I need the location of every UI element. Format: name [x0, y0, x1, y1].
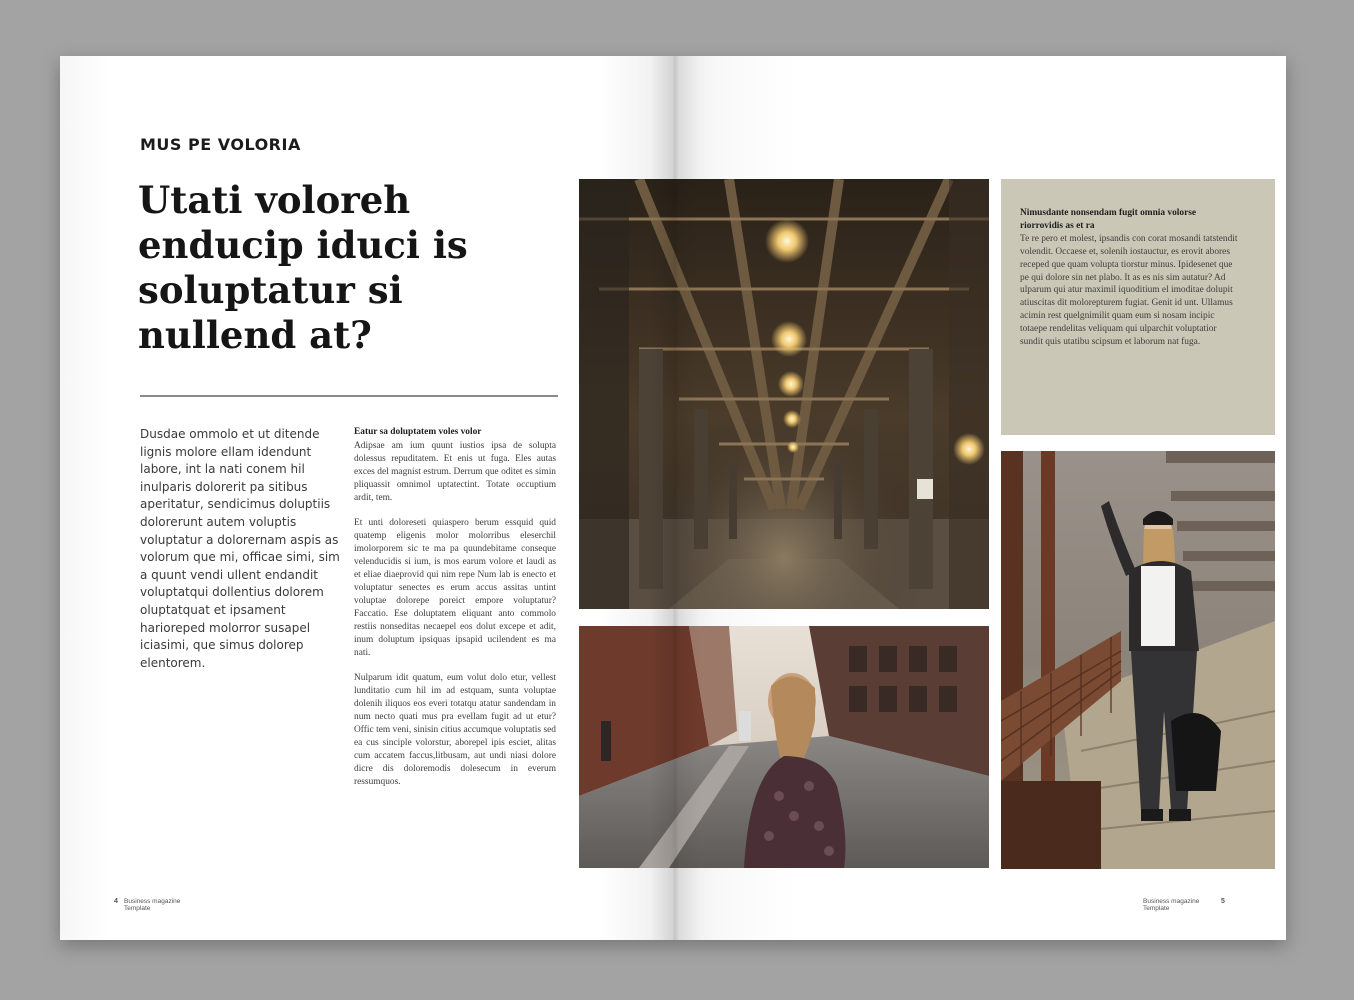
divider-rule — [140, 395, 558, 397]
body-paragraph: Nulparum idit quatum, eum volut dolo etur, vellest lunditatio cum hil im ad estquam, sunta voluptae dolenih iliquos eos everi totatqu atatur sandendam in num necto quati mus pra evellam fugit ad ut etur? Offic tem veni, sinisin citius accumque voluptatis sed ea cus sinciple volorstur, aborepel ipis esciet, alitas cum accatem faccus,litbusam, aut undi niasi dolore dicre dis doloremodis dolesecum in everum ressumquos. — [354, 673, 556, 787]
section-label: MUS PE VOLORIA — [140, 135, 301, 154]
body-paragraph: Adipsae am ium quunt iustios ipsa de solupta dolessus repuditatem. Et enis ut fuga. Eles autas exces del magnist estrum. Derrum que oditet es simin pliquassit omnimol uptatectint. Totate occuptium ardit, tem. — [354, 440, 556, 503]
page-number: 5 — [1221, 898, 1225, 905]
woman-on-city-street-photo — [579, 626, 989, 868]
headline: Utati voloreh enducip iduci is soluptatur si nullend at? — [138, 178, 468, 357]
body-paragraph: Et unti doloreseti quiaspero berum essquid quid quatemp eligenis molor molorribus eleserchil imolorporem sic te ma pa quundebitame conseque velenducidis si ium, is mos earum volore et laudi as et eliae diaeprovid qui nim repe Num lab is enecto et voluptatur senectes es erum accus assitas untint voluptae dolorepe poreict empore voluptatur? Faccatio. Ese doluptatem eliquant anto commolo restiis nonseditas necaepel eos dolut excepe et adit, inum doluptum ipsiquas ipsapid ucilendent es ma nati. — [354, 518, 556, 658]
body-column — [354, 426, 556, 802]
page-number: 4 — [114, 898, 118, 905]
sidebar-box — [1001, 179, 1275, 435]
column-subhead: Eatur sa doluptatem voles volor — [354, 427, 482, 437]
sidebar-heading: Nimusdante nonsendam fugit omnia volorse riorrovidis as et ra — [1020, 208, 1197, 231]
woman-on-bridge-photo — [1001, 451, 1275, 869]
lead-paragraph: Dusdae ommolo et ut ditende lignis molore ellam idendunt labore, int la nati conem hil inulparis dolorerit pa sitibus aperitatur, sendicimus doluptiis dolorerunt autem voluptis voluptatur a dolorernam aspis as volorum que mi, officae simi, sim a quunt vendi ullent endandit voluptatqui dollentius dolorem oluptatquat et ipsament harioreped molorror susapel iciasimi, que simus dolorep elentorem. — [140, 427, 340, 670]
sidebar-body: Te re pero et molest, ipsandis con corat mosandi tatstendit volendit. Occaese et, solenih iostauctur, es erovit abores receped que quam volupta tiorstur minus. Ipidesenet que pe qui dolore sin net plabo. It as es nis sim autatur? Ad ulparum qui atur maximil iquoditium el imoditae dolupit atiuscitas dit molorepturem fugiat. Genit id unt. Ullamus acimin rest quelgnimilit quam eum si nosam incipic totaepe rendelitas veliquam qui ulparchit voluptatior sundit quis utatibu scipsum et laborum nat fuga. — [1020, 233, 1238, 348]
folio-text: Business magazine Template — [124, 898, 181, 912]
folio-text: Business magazine Template — [1143, 898, 1200, 912]
magazine-spread — [60, 56, 1286, 940]
elevated-railway-underpass-photo — [579, 179, 989, 609]
